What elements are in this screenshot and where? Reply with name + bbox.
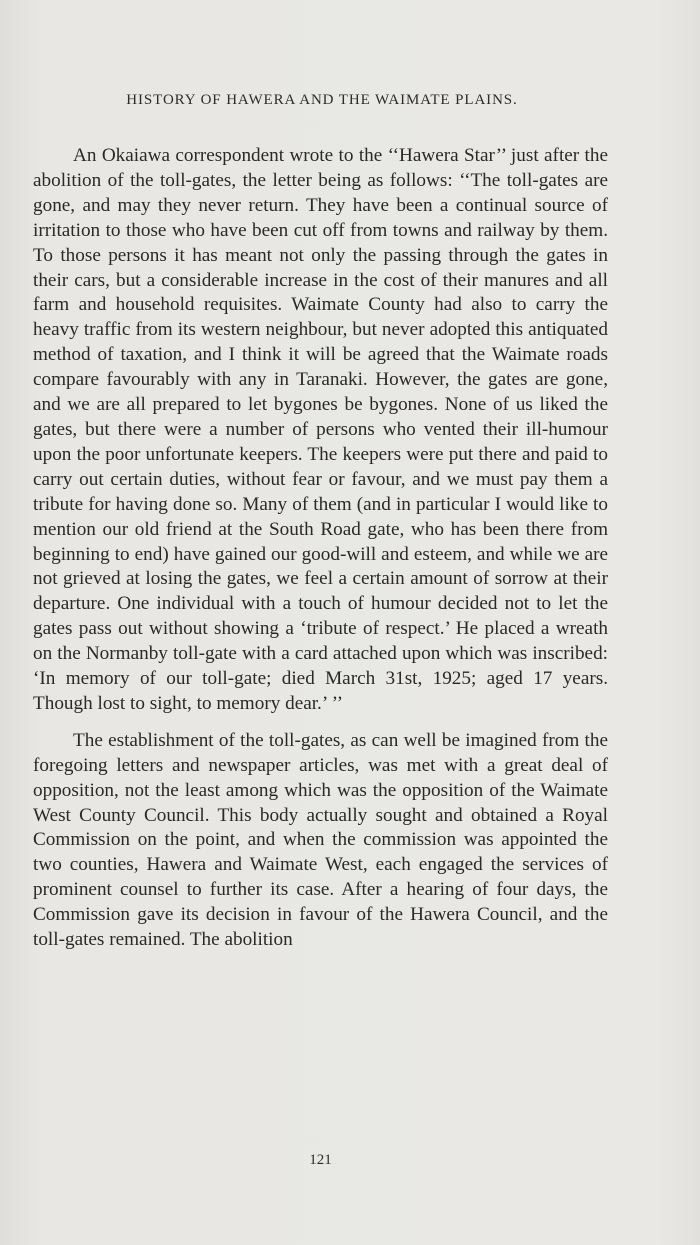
paragraph-okaiawa-letter: An Okaiawa correspondent wrote to the ‘‘Hawera Star’’ just after the abolition of the toll-gates, the letter being as follows: ‘‘The toll-gates are gone, and may they never return. They have been a continual source of irritation to those who have been cut off from towns and railway by them. To those persons it has meant not only the passing through the gates in their cars, but a considerable increase in the cost of their manures and all farm and household requisites. Waimate County had also to carry the heavy traffic from its western neighbour, but never adopted this antiquated method of taxation, and I think it will be agreed that the Waimate roads compare favourably with any in Taranaki. However, the gates are gone, and we are all prepared to let bygones be bygones. None of us liked the gates, but there were a number of persons who vented their ill-humour upon the poor unfortunate keepers. The keepers were put there and paid to carry out certain duties, without fear or favour, and we must pay them a tribute for having done so. Many of them (and in particular I would like to mention our old friend at the South Road gate, who has been there from beginning to end) have gained our good-will and esteem, and while we are not grieved at losing the gates, we feel a certain amount of sorrow at their departure. One individual with a touch of humour decided not to let the gates pass out without showing a ‘tribute of respect.’ He placed a wreath on the Normanby toll-gate with a card attached upon which was inscribed: ‘In memory of our toll-gate; died March 31st, 1925; aged 17 years. Though lost to sight, to memory dear.’ ’’	[33, 145, 608, 714]
paragraph-toll-gate-opposition: The establishment of the toll-gates, as can well be imagined from the foregoing letters and newspaper articles, was met with a great deal of opposition, not the least among which was the opposition of the Waimate West County Council. This body actually sought and obtained a Royal Commission on the point, and when the commission was appointed the two counties, Hawera and Waimate West, each engaged the services of prominent counsel to further its case. After a hearing of four days, the Commission gave its decision in favour of the Hawera Council, and the toll-gates remained. The abolition	[33, 729, 608, 951]
body-text	[33, 144, 608, 953]
running-head: HISTORY OF HAWERA AND THE WAIMATE PLAINS.	[126, 92, 518, 108]
page-number: 121	[309, 1152, 332, 1168]
